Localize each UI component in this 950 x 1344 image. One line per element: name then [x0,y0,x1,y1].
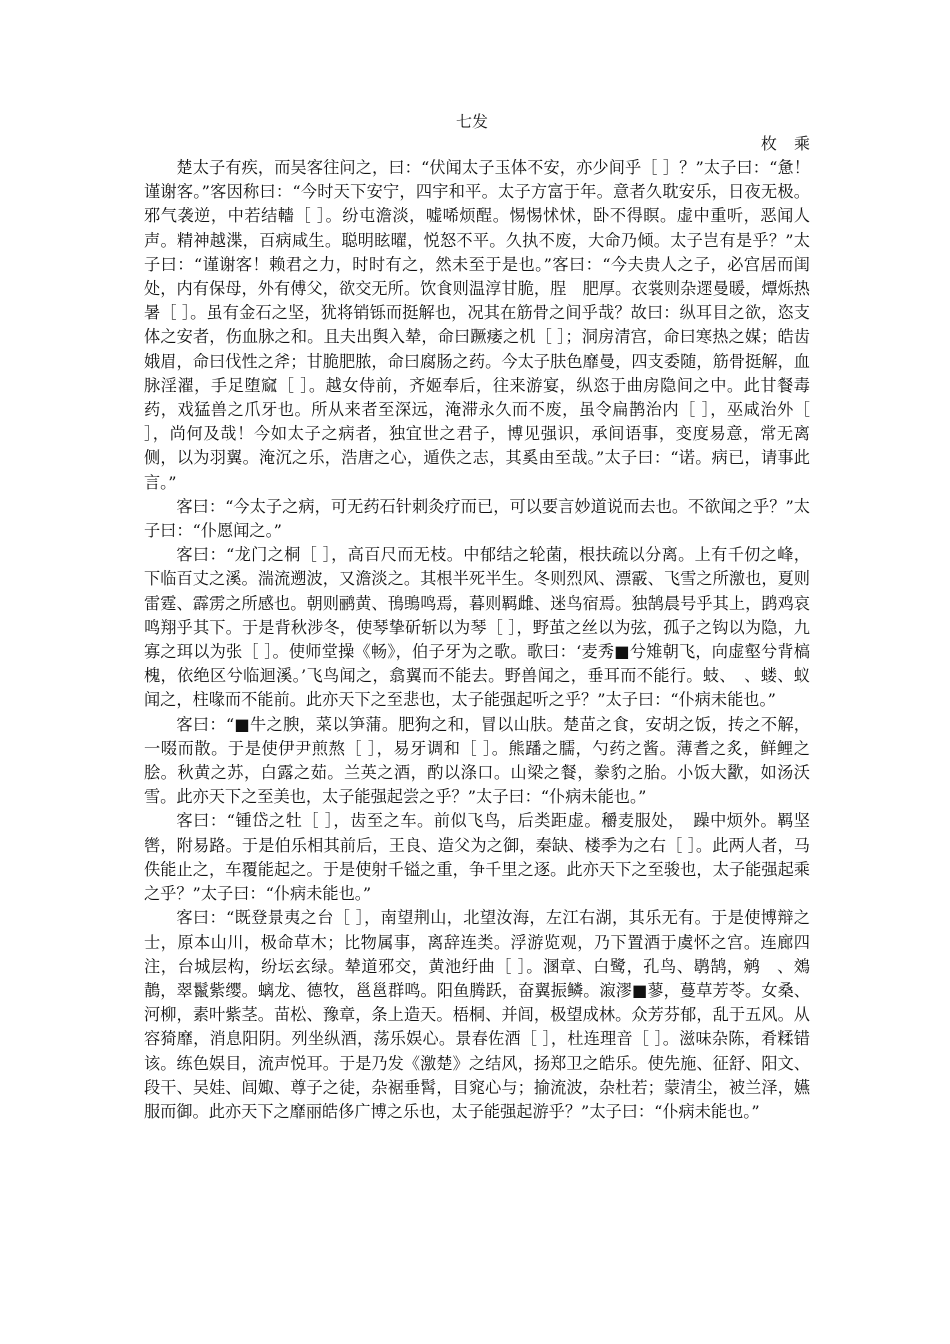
paragraph-6: 客曰：“既登景夷之台［ ］，南望荆山，北望汝海，左江右湖，其乐无有。于是使博辩之士，原本山川，极命草木；比物属事，离辞连类。浮游览观，乃下置酒于虞怀之宫。连廊四注，台城层构，纷坛玄绿。辇道邪交，黄池纡曲［ ］。溷章、白鹭，孔鸟、鹖鹄，鹓 、鵁鶄，翠鬣紫缨。螭龙、德牧，邕邕群鸣。阳鱼腾跃，奋翼振鳞。漃漻■蓼，蔓草芳苓。女桑、河柳，素叶紫茎。苗松、豫章，条上造天。梧桐、并闾，极望成林。众芳芬郁，乱于五风。从容猗靡，消息阳阴。列坐纵酒，荡乐娱心。景春佐酒［ ］，杜连理音［ ］。滋味杂陈，肴糅错该。练色娱目，流声悦耳。于是乃发《激楚》之结风，扬郑卫之皓乐。使先施、征舒、阳文、段干、吴娃、闾娵、尊子之徒，杂裾垂髾，目窕心与；揄流波，杂杜若；蒙清尘，被兰泽，嬿服而御。此亦天下之靡丽皓侈广博之乐也，太子能强起游乎？”太子曰：“仆病未能也。” [144,908,810,1121]
paragraph-5: 客曰：“锺岱之牡［ ］，齿至之车。前似飞鸟，后类距虚。穱麦服处， 躁中烦外。羁坚辔，附易路。于是伯乐相其前后，王良、造父为之御，秦缺、楼季为之右［ ］。此两人者，马佚能止之，车覆能起之。于是使射千镒之重，争千里之逐。此亦天下之至骏也，太子能强起乘之乎？”太子曰：“仆病未能也。” [144,811,810,904]
document-title: 七发 [455,112,488,131]
paragraph-2: 客曰：“今太子之病，可无药石针刺灸疗而已，可以要言妙道说而去也。不欲闻之乎？”太子曰：“仆愿闻之。” [144,496,810,541]
paragraph-4: 客曰：“■牛之腴，菜以笋蒲。肥狗之和，冒以山肤。楚苗之食，安胡之饭，抟之不解，一啜而散。于是使伊尹煎熬［ ］，易牙调和［ ］。熊蹯之臑，勺药之酱。薄耆之炙，鲜鲤之脍。秋黄之苏，白露之茹。兰英之酒，酌以涤口。山梁之餐，豢豹之胎。小饭大歠，如汤沃雪。此亦天下之至美也，太子能强起尝之乎？”太子曰：“仆病未能也。” [144,714,810,807]
document-page [144,112,816,1124]
paragraph-1: 楚太子有疾，而吴客往问之，曰：“伏闻太子玉体不安，亦少间乎［ ］？”太子曰：“惫！谨谢客。”客因称曰：“今时天下安宁，四宇和平。太子方富于年。意者久耽安乐，日夜无极。邪气袭逆，中若结轖［ ］。纷屯澹淡，嘘唏烦酲。惕惕怵怵，卧不得瞑。虚中重听，恶闻人声。精神越渫，百病咸生。聪明眩曜，悦怒不平。久执不废，大命乃倾。太子岂有是乎？”太子曰：“谨谢客！赖君之力，时时有之，然未至于是也。”客曰：“今夫贵人之子，必宫居而闺处，内有保母，外有傅父，欲交无所。饮食则温淳甘脆，脭 肥厚。衣裳则杂遝曼暖，燂烁热暑［ ］。虽有金石之坚，犹将销铄而挺解也，况其在筋骨之间乎哉？故曰：纵耳目之欲，恣支体之安者，伤血脉之和。且夫出舆入辇，命曰蹶痿之机［ ］；洞房清宫，命曰寒热之媒；皓齿娥眉，命曰伐性之斧；甘脆肥脓，命曰腐肠之药。今太子肤色靡曼，四支委随，筋骨挺解，血脉淫濯，手足堕窳［ ］。越女侍前，齐姬奉后，往来游宴，纵恣于曲房隐间之中。此甘餐毒药，戏猛兽之爪牙也。所从来者至深远，淹滞永久而不废，虽令扁鹊治内［ ］，巫咸治外［ ］，尚何及哉！今如太子之病者，独宜世之君子，博见强识，承间语事，变度易意，常无离侧，以为羽翼。淹沉之乐，浩唐之心，遁佚之志，其奚由至哉。”太子曰：“诺。病已，请事此言。” [144,158,810,492]
paragraph-3: 客曰：“龙门之桐［ ］，高百尺而无枝。中郁结之轮菌，根扶疏以分离。上有千仞之峰，下临百丈之溪。湍流遡波，又澹淡之。其根半死半生。冬则烈风、漂霰、飞雪之所激也，夏则雷霆、霹雳之所感也。朝则鹂黄、鳱鴠鸣焉，暮则羁雌、迷鸟宿焉。独鹄晨号乎其上，鹍鸡哀鸣翔乎其下。于是背秋涉冬，使琴挚斫斩以为琴［ ］，野茧之丝以为弦，孤子之钩以为隐，九寡之珥以为张［ ］。使师堂操《畅》，伯子牙为之歌。歌曰：‘麦秀■兮雉朝飞，向虚壑兮背槁槐，依绝区兮临迴溪。’飞鸟闻之，翕翼而不能去。野兽闻之，垂耳而不能行。蚑、 、蝼、蚁闻之，柱喙而不能前。此亦天下之至悲也，太子能强起听之乎？”太子曰：“仆病未能也。” [144,545,810,710]
document-author: 枚 乘 [760,134,816,153]
